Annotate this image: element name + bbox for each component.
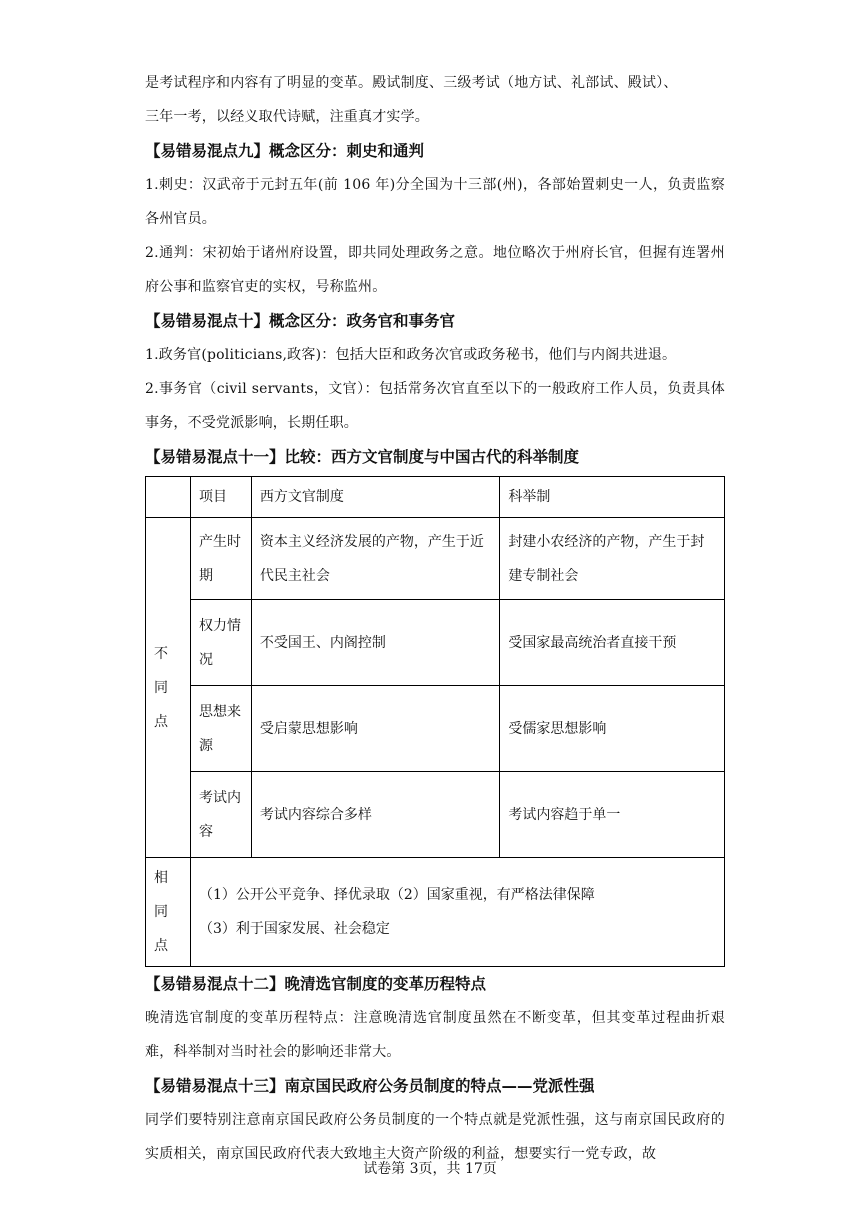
section-10-heading: 【易错易混点十】概念区分：政务官和事务官 (145, 312, 456, 330)
header-item-cell: 项目 (190, 477, 251, 518)
comparison-table (145, 476, 725, 967)
table-same-row (146, 858, 725, 967)
row-keju-cell: 受儒家思想影响 (500, 686, 725, 772)
same-content-cell (190, 858, 724, 967)
header-keju-cell: 科举制 (500, 477, 725, 518)
section-13-paragraph-1: 同学们要特别注意南京国民政府公务员制度的一个特点就是党派性强，这与南京国民政府的实质相关，南京国民政府代表大致地主大资产阶级的利益，想要实行一党专政，故 (145, 1112, 725, 1162)
table-header-row (146, 477, 725, 518)
section-9-paragraph-2: 2.通判：宋初始于诸州府设置，即共同处理政务之意。地位略次于州府长官，但握有连署州府公事和监察官吏的实权，号称监州。 (145, 245, 725, 295)
row-west-cell: 受启蒙思想影响 (251, 686, 500, 772)
same-line-2: （3）利于国家发展、社会稳定 (198, 921, 390, 937)
same-line-1: （1）公开公平竞争、择优录取（2）国家重视，有严格法律保障 (198, 887, 595, 903)
page-footer: 试卷第 3页，共 17页 (363, 1161, 497, 1177)
table-row (146, 772, 725, 858)
row-west-cell: 考试内容综合多样 (251, 772, 500, 858)
section-10-paragraph-2: 2.事务官（civil servants，文官）：包括常务次官直至以下的一般政府工作人员，负责具体事务，不受党派影响，长期任职。 (145, 381, 725, 431)
section-10-paragraph-1: 1.政务官(politicians,政客)：包括大臣和政务次官或政务秘书，他们与内阁共进退。 (145, 347, 677, 363)
row-item-cell: 考试内容 (190, 772, 251, 858)
table-row (146, 686, 725, 772)
table-row (146, 518, 725, 600)
section-9-paragraph-1: 1.刺史：汉武帝于元封五年(前 106 年)分全国为十三部(州)，各部始置刺史一人，负责监察各州官员。 (145, 177, 725, 227)
diff-label-cell: 不同点 (146, 518, 191, 858)
intro-line-2: 三年一考，以经义取代诗赋，注重真才实学。 (145, 109, 429, 125)
same-label-cell: 相同点 (146, 858, 191, 967)
row-keju-cell: 受国家最高统治者直接干预 (500, 600, 725, 686)
row-item-cell: 产生时期 (190, 518, 251, 600)
table-row (146, 600, 725, 686)
section-12-heading: 【易错易混点十二】晚清选官制度的变革历程特点 (145, 975, 487, 993)
page-content (145, 66, 725, 1171)
header-west-cell: 西方文官制度 (251, 477, 500, 518)
row-item-cell: 思想来源 (190, 686, 251, 772)
row-west-cell: 不受国王、内阁控制 (251, 600, 500, 686)
intro-line-1: 是考试程序和内容有了明显的变革。殿试制度、三级考试（地方试、礼部试、殿试）、 (145, 75, 678, 91)
section-11-heading: 【易错易混点十一】比较：西方文官制度与中国古代的科举制度 (145, 448, 580, 466)
section-9-heading: 【易错易混点九】概念区分：刺史和通判 (145, 142, 425, 160)
section-12-paragraph-1: 晚清选官制度的变革历程特点：注意晚清选官制度虽然在不断变革，但其变革过程曲折艰难，科举制对当时社会的影响还非常大。 (145, 1010, 725, 1060)
header-blank-cell (146, 477, 191, 518)
row-keju-cell: 考试内容趋于单一 (500, 772, 725, 858)
row-item-cell: 权力情况 (190, 600, 251, 686)
section-13-heading: 【易错易混点十三】南京国民政府公务员制度的特点——党派性强 (145, 1077, 595, 1095)
row-keju-cell: 封建小农经济的产物，产生于封建专制社会 (500, 518, 725, 600)
row-west-cell: 资本主义经济发展的产物，产生于近代民主社会 (251, 518, 500, 600)
